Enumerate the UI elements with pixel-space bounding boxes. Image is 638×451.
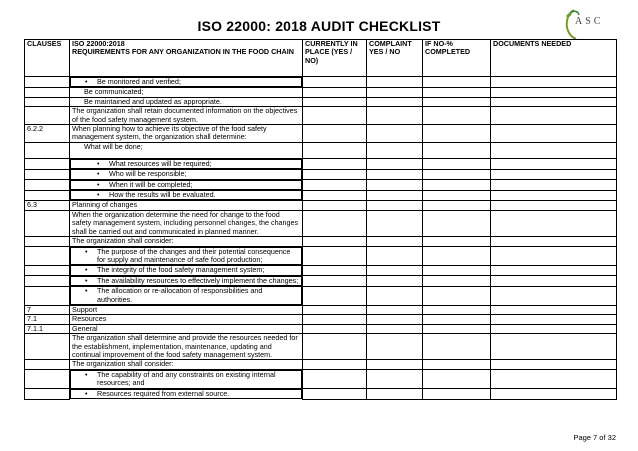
- bullet-icon: •: [85, 265, 88, 275]
- table-row: [25, 265, 617, 275]
- table-row: [25, 107, 617, 125]
- section-heading: General: [70, 324, 303, 333]
- table-row: [25, 369, 617, 388]
- table-row: [25, 125, 617, 143]
- requirement-text: The capability of and any constraints on existing internal resources; and: [97, 369, 276, 388]
- requirement-text: Resources required from external source.: [97, 388, 230, 398]
- clause-number: 7: [25, 305, 70, 314]
- bullet-icon: •: [85, 246, 88, 256]
- requirement-text: The purpose of the changes and their potential consequence for supply and maintenance of safe food production;: [97, 246, 291, 264]
- table-row: [25, 210, 617, 236]
- bullet-icon: •: [85, 77, 88, 86]
- table-row: [25, 246, 617, 265]
- bullet-icon: •: [97, 169, 100, 179]
- bullet-icon: •: [97, 190, 100, 200]
- table-row: [25, 334, 617, 360]
- table-row: [25, 286, 617, 305]
- clause-number: 7.1.1: [25, 324, 70, 333]
- requirement-text: When it will be completed;: [109, 179, 193, 189]
- table-row: [25, 324, 617, 333]
- table-row: [25, 77, 617, 88]
- bullet-icon: •: [97, 158, 100, 168]
- section-heading: Planning of changes: [70, 201, 303, 210]
- column-header-nc-completed: IF NO-% COMPLETED: [423, 40, 491, 77]
- requirement-text: When planning how to achieve its objective of the food safety management system, the organization shall determine:: [70, 125, 303, 143]
- requirement-text: What will be done;: [70, 142, 303, 158]
- column-header-in-place: CURRENTLY IN PLACE (YES / NO): [303, 40, 367, 77]
- requirement-text: Be monitored and verified;: [97, 77, 181, 86]
- section-heading: Resources: [70, 315, 303, 324]
- table-row: [25, 190, 617, 201]
- requirement-text: Be communicated;: [70, 88, 303, 97]
- table-row: [25, 360, 617, 369]
- requirement-text: The organization shall consider:: [70, 237, 303, 246]
- document-title: ISO 22000: 2018 AUDIT CHECKLIST: [197, 18, 441, 34]
- table-row: [25, 315, 617, 324]
- column-header-requirements: [70, 40, 303, 77]
- requirement-text: The organization shall consider:: [70, 360, 303, 369]
- table-row: [25, 389, 617, 399]
- column-header-compliant: COMPLAINT YES / NO: [367, 40, 423, 77]
- bullet-icon: •: [85, 286, 88, 296]
- table-row: [25, 201, 617, 210]
- audit-checklist-table: [24, 39, 617, 400]
- bullet-icon: •: [85, 388, 88, 398]
- requirement-text: The organization shall retain documented information on the objectives of the food safety management system.: [70, 107, 303, 125]
- table-row: [25, 180, 617, 190]
- column-header-clauses: CLAUSES: [25, 40, 70, 77]
- clause-number: 7.1: [25, 315, 70, 324]
- bullet-icon: •: [97, 179, 100, 189]
- requirement-text: When the organization determine the need for change to the food safety management system, including personnel changes, the changes shall be carried out and communicated in planned manner.: [70, 210, 303, 236]
- requirement-text: Who will be responsible;: [109, 169, 187, 179]
- table-row: [25, 97, 617, 106]
- table-row: [25, 237, 617, 246]
- section-heading: Support: [70, 305, 303, 314]
- requirement-text: What resources will be required;: [109, 158, 212, 168]
- requirement-text: Be maintained and updated as appropriate.: [70, 97, 303, 106]
- requirement-text: The integrity of the food safety management system;: [97, 265, 265, 275]
- table-row: [25, 169, 617, 179]
- page-number: Page 7 of 32: [573, 433, 616, 442]
- column-header-documents: DOCUMENTS NEEDED: [491, 40, 617, 77]
- requirement-text: The organization shall determine and provide the resources needed for the establishment, implementation, maintenance, updating and continual improvement of the food safety management system.: [70, 334, 303, 360]
- bullet-icon: •: [85, 275, 88, 285]
- table-header-row: [25, 40, 617, 77]
- requirements-header-text: ISO 22000:2018 REQUIREMENTS FOR ANY ORGANIZATION IN THE FOOD CHAIN: [72, 39, 294, 57]
- table-row: [25, 88, 617, 97]
- requirement-text: The availability resources to effectively implement the changes;: [97, 275, 299, 285]
- table-row: [25, 276, 617, 286]
- clause-number: 6.3: [25, 201, 70, 210]
- clause-number: 6.2.2: [25, 125, 70, 143]
- table-row: [25, 158, 617, 169]
- requirement-text: How the results will be evaluated.: [109, 190, 216, 200]
- requirement-text: The allocation or re-allocation of responsibilities and authorities.: [97, 286, 263, 304]
- bullet-icon: •: [85, 369, 88, 379]
- logo-text: ASC: [575, 16, 604, 27]
- table-row: [25, 142, 617, 158]
- table-row: [25, 305, 617, 314]
